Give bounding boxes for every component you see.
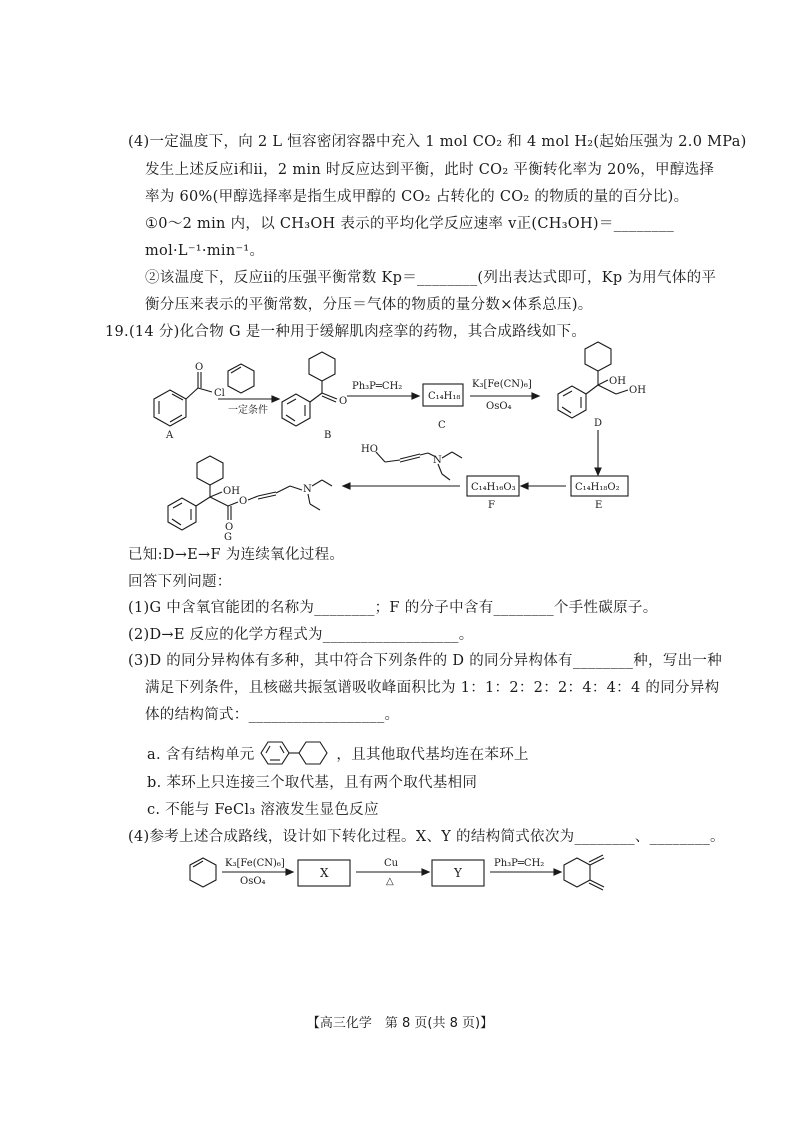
q19-condition-a: [147, 735, 529, 765]
synthesis-scheme: [0, 340, 800, 543]
route-reagent2-top: Cu: [384, 858, 399, 869]
condition-a-prefix: a. 含有结构单元: [147, 747, 255, 763]
route-reagent1-top: K₃[Fe(CN)₆]: [225, 858, 285, 869]
q4-line3: 率为 60%(甲醇选择率是指生成甲醇的 CO₂ 占转化的 CO₂ 的物质的量的百分比)。: [145, 189, 689, 205]
route-box-x-label: X: [320, 866, 329, 880]
q4-sub2-line2: 衡分压来表示的平衡常数，分压＝气体的物质的量分数×体系总压)。: [145, 297, 593, 313]
q4-sub1-line2: mol·L⁻¹·min⁻¹。: [145, 243, 265, 259]
route-reagent1-bottom: OsO₄: [240, 876, 266, 887]
label-box-c: C₁₄H₁₈: [428, 391, 461, 402]
route-reagent2-bottom: △: [386, 876, 394, 887]
q19-answer-prompt: 回答下列问题：: [128, 574, 232, 590]
label-g-ester-o: O: [239, 496, 248, 507]
compound-b-benzene-ring: [282, 394, 310, 426]
compound-g-cyclohexyl-ring: [197, 456, 223, 485]
route-cyclohexene-ring: [190, 858, 216, 887]
q19-part1: (1)G 中含氧官能团的名称为________；F 的分子中含有________个手性碳原子。: [128, 600, 658, 616]
label-f: F: [488, 500, 495, 511]
label-e: E: [595, 500, 603, 511]
label-reagent-ox1: K₃[Fe(CN)₆]: [472, 379, 532, 390]
phenyl-cyclohexyl-unit: [259, 741, 331, 765]
compound-d-benzene-ring: [558, 386, 586, 418]
q4-line1: (4)一定温度下，向 2 L 恒容密闭容器中充入 1 mol CO₂ 和 4 mol H₂(起始压强为 2.0 MPa): [128, 134, 747, 150]
route-product-ring: [564, 858, 590, 887]
q19-part4: (4)参考上述合成路线，设计如下转化过程。X、Y 的结构简式依次为________、________。: [128, 829, 725, 845]
label-reagent-wittig: Ph₃P═CH₂: [352, 381, 403, 392]
label-g-oh: OH: [223, 486, 240, 497]
label-reagent-n: N: [433, 455, 442, 466]
q19-known: 已知:D→E→F 为连续氧化过程。: [128, 547, 345, 563]
q19-condition-b: b. 苯环上只连接三个取代基，且有两个取代基相同: [147, 775, 478, 791]
label-box-e: C₁₄H₁₈O₂: [575, 482, 620, 493]
label-cond-ab: 一定条件: [228, 405, 268, 416]
q19-part3-line3: 体的结构简式：__________________。: [145, 707, 400, 723]
q19-part3-line1: (3)D 的同分异构体有多种，其中符合下列条件的 D 的同分异构体有________种，写出一种: [128, 653, 723, 669]
label-g-n: N: [303, 484, 312, 495]
label-cl: Cl: [214, 388, 225, 399]
page-footer: 【高三化学 第 8 页(共 8 页)】: [306, 1016, 494, 1031]
label-a: A: [166, 430, 174, 441]
label-b-oxygen: O: [339, 396, 348, 407]
cyclohexene-reagent-ring: [228, 364, 254, 393]
compound-b-cyclohexyl-ring: [309, 352, 335, 381]
condition-a-suffix: ，且其他取代基均连在苯环上: [336, 747, 529, 763]
label-reagent-ho: HO: [361, 444, 378, 455]
q19-part2: (2)D→E 反应的化学方程式为__________________。: [128, 627, 474, 643]
label-d: D: [594, 418, 603, 429]
q4-line2: 发生上述反应ⅰ和ⅱ，2 min 时反应达到平衡，此时 CO₂ 平衡转化率为 20%，甲醇选择: [145, 162, 715, 178]
q4-sub1-line1: ①0～2 min 内，以 CH₃OH 表示的平均化学反应速率 v正(CH₃OH)＝________: [145, 216, 675, 232]
label-c: C: [438, 420, 446, 431]
label-d-oh1: OH: [609, 376, 626, 387]
q4-sub2-line1: ②该温度下，反应ⅱ的压强平衡常数 Kp＝________(列出表达式即可，Kp 为用气体的平: [145, 270, 717, 286]
label-g: G: [224, 532, 232, 543]
label-reagent-ox2: OsO₄: [486, 401, 512, 412]
label-a-oxygen: O: [195, 362, 204, 373]
q19-condition-c: c. 不能与 FeCl₃ 溶液发生显色反应: [147, 802, 379, 818]
label-g-carbonyl-o: O: [225, 522, 234, 533]
compound-g-benzene-ring: [168, 498, 196, 530]
route-reagent3-top: Ph₃P═CH₂: [494, 858, 545, 869]
compound-d-cyclohexyl-ring: [585, 342, 611, 371]
label-d-oh2: OH: [629, 385, 646, 396]
q19-header: 19.(14 分)化合物 G 是一种用于缓解肌肉痉挛的药物，其合成路线如下。: [105, 324, 587, 340]
conversion-route: [0, 850, 800, 910]
label-box-f: C₁₄H₁₆O₃: [471, 482, 516, 493]
route-box-y-label: Y: [454, 866, 462, 880]
q19-part3-line2: 满足下列条件，且核磁共振氢谱吸收峰面积比为 1：1：2：2：2：4：4：4 的同分异构: [145, 680, 720, 696]
label-b: B: [324, 430, 332, 441]
